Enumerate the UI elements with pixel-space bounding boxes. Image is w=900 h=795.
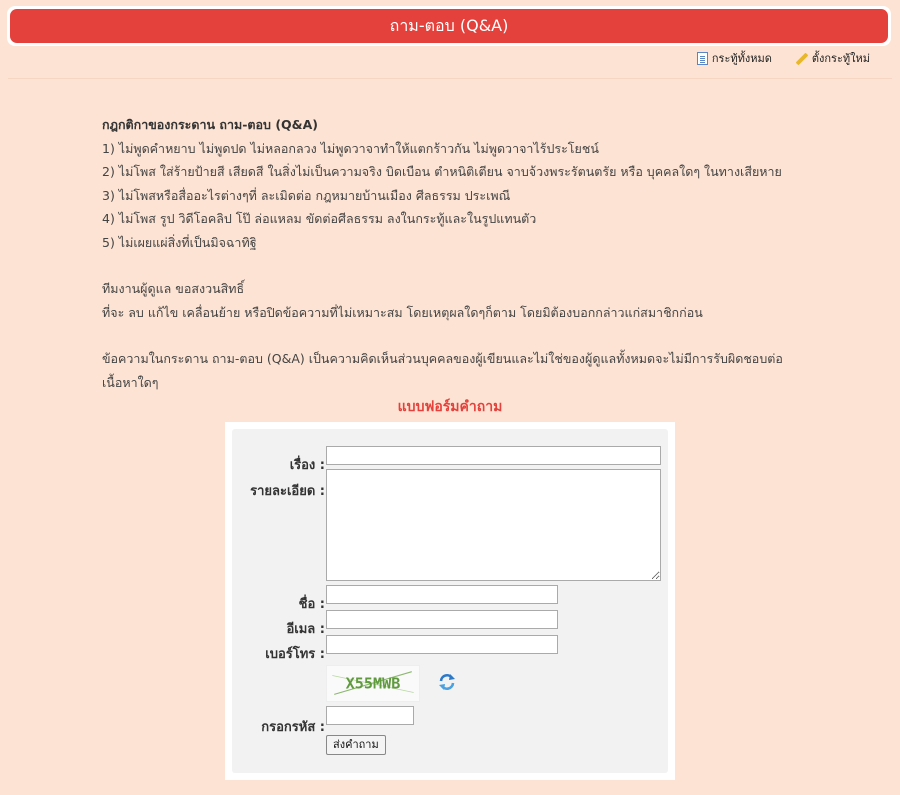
divider: [8, 78, 892, 79]
rules-section: [102, 113, 822, 394]
admin-notice-2: ที่จะ ลบ แก้ไข เคลื่อนย้าย หรือปิดข้อความที่ไม่เหมาะสม โดยเหตุผลใดๆก็ตาม โดยมิต้องบอกกล่าวแก่สมาชิกก่อน: [102, 304, 703, 320]
detail-textarea[interactable]: [326, 469, 661, 581]
disclaimer-1: ข้อความในกระดาน ถาม-ตอบ (Q&A) เป็นความคิดเห็นส่วนบุคคลของผู้เขียนและไม่ใช่ของผู้ดูแลทั้งหมดจะไม่มีการรับผิดชอบต่อ: [102, 351, 783, 366]
rules-title: กฎกติกาของกระดาน ถาม-ตอบ (Q&A): [102, 117, 318, 132]
form-panel: [232, 429, 668, 773]
name-label: ชื่อ :: [298, 597, 325, 612]
page-title: ถาม-ตอบ (Q&A): [10, 9, 888, 43]
new-topic-label: ตั้งกระทู้ใหม่: [811, 52, 870, 65]
rule-item: 2) ไม่โพส ใส่ร้ายป้ายสี เสียดสี ในสิ่งไม่เป็นความจริง บิดเบือน ตำหนิติเตียน จาบจ้วงพระรัตนตรัย หรือ บุคคลใดๆ ในทางเสียหาย: [102, 164, 782, 179]
code-label: กรอกรหัส :: [261, 720, 325, 735]
header: [7, 6, 891, 46]
code-input[interactable]: [326, 706, 414, 725]
top-nav: [697, 48, 870, 68]
rule-item: 3) ไม่โพสหรือสื่ออะไรต่างๆที่ ละเมิดต่อ กฎหมายบ้านเมือง ศีลธรรม ประเพณี: [102, 187, 511, 203]
refresh-icon[interactable]: [438, 673, 456, 691]
all-topics-link[interactable]: [697, 49, 772, 67]
phone-label: เบอร์โทร :: [265, 647, 325, 662]
submit-button[interactable]: ส่งคำถาม: [326, 735, 386, 755]
question-form: [225, 422, 675, 780]
new-topic-link[interactable]: [794, 49, 870, 67]
rule-item: 1) ไม่พูดคำหยาบ ไม่พูดปด ไม่หลอกลวง ไม่พูดวาจาทำให้แตกร้าวกัน ไม่พูดวาจาไร้ประโยชน์: [102, 140, 599, 156]
name-input[interactable]: [326, 585, 558, 604]
email-label: อีเมล :: [286, 622, 325, 637]
phone-input[interactable]: [326, 635, 558, 654]
pencil-icon: [794, 51, 808, 65]
rule-item: 5) ไม่เผยแผ่สิ่งที่เป็นมิจฉาทิฐิ: [102, 234, 257, 250]
captcha-text: X55MWB: [345, 674, 401, 693]
detail-label: รายละเอียด :: [250, 484, 325, 499]
form-title: แบบฟอร์มคำถาม: [397, 399, 503, 415]
subject-label: เรื่อง :: [289, 458, 325, 473]
subject-input[interactable]: [326, 446, 661, 465]
admin-notice-1: ทีมงานผู้ดูแล ขอสงวนสิทธิ์: [102, 281, 245, 296]
document-icon: [697, 52, 708, 65]
email-input[interactable]: [326, 610, 558, 629]
disclaimer-2: เนื้อหาใดๆ: [102, 374, 159, 390]
captcha-image: [326, 665, 420, 702]
rule-item: 4) ไม่โพส รูป วิดีโอคลิป โป๊ ล่อแหลม ขัดต่อศีลธรรม ลงในกระทู้และในรูปแทนตัว: [102, 211, 537, 226]
all-topics-label: กระทู้ทั้งหมด: [711, 52, 772, 65]
